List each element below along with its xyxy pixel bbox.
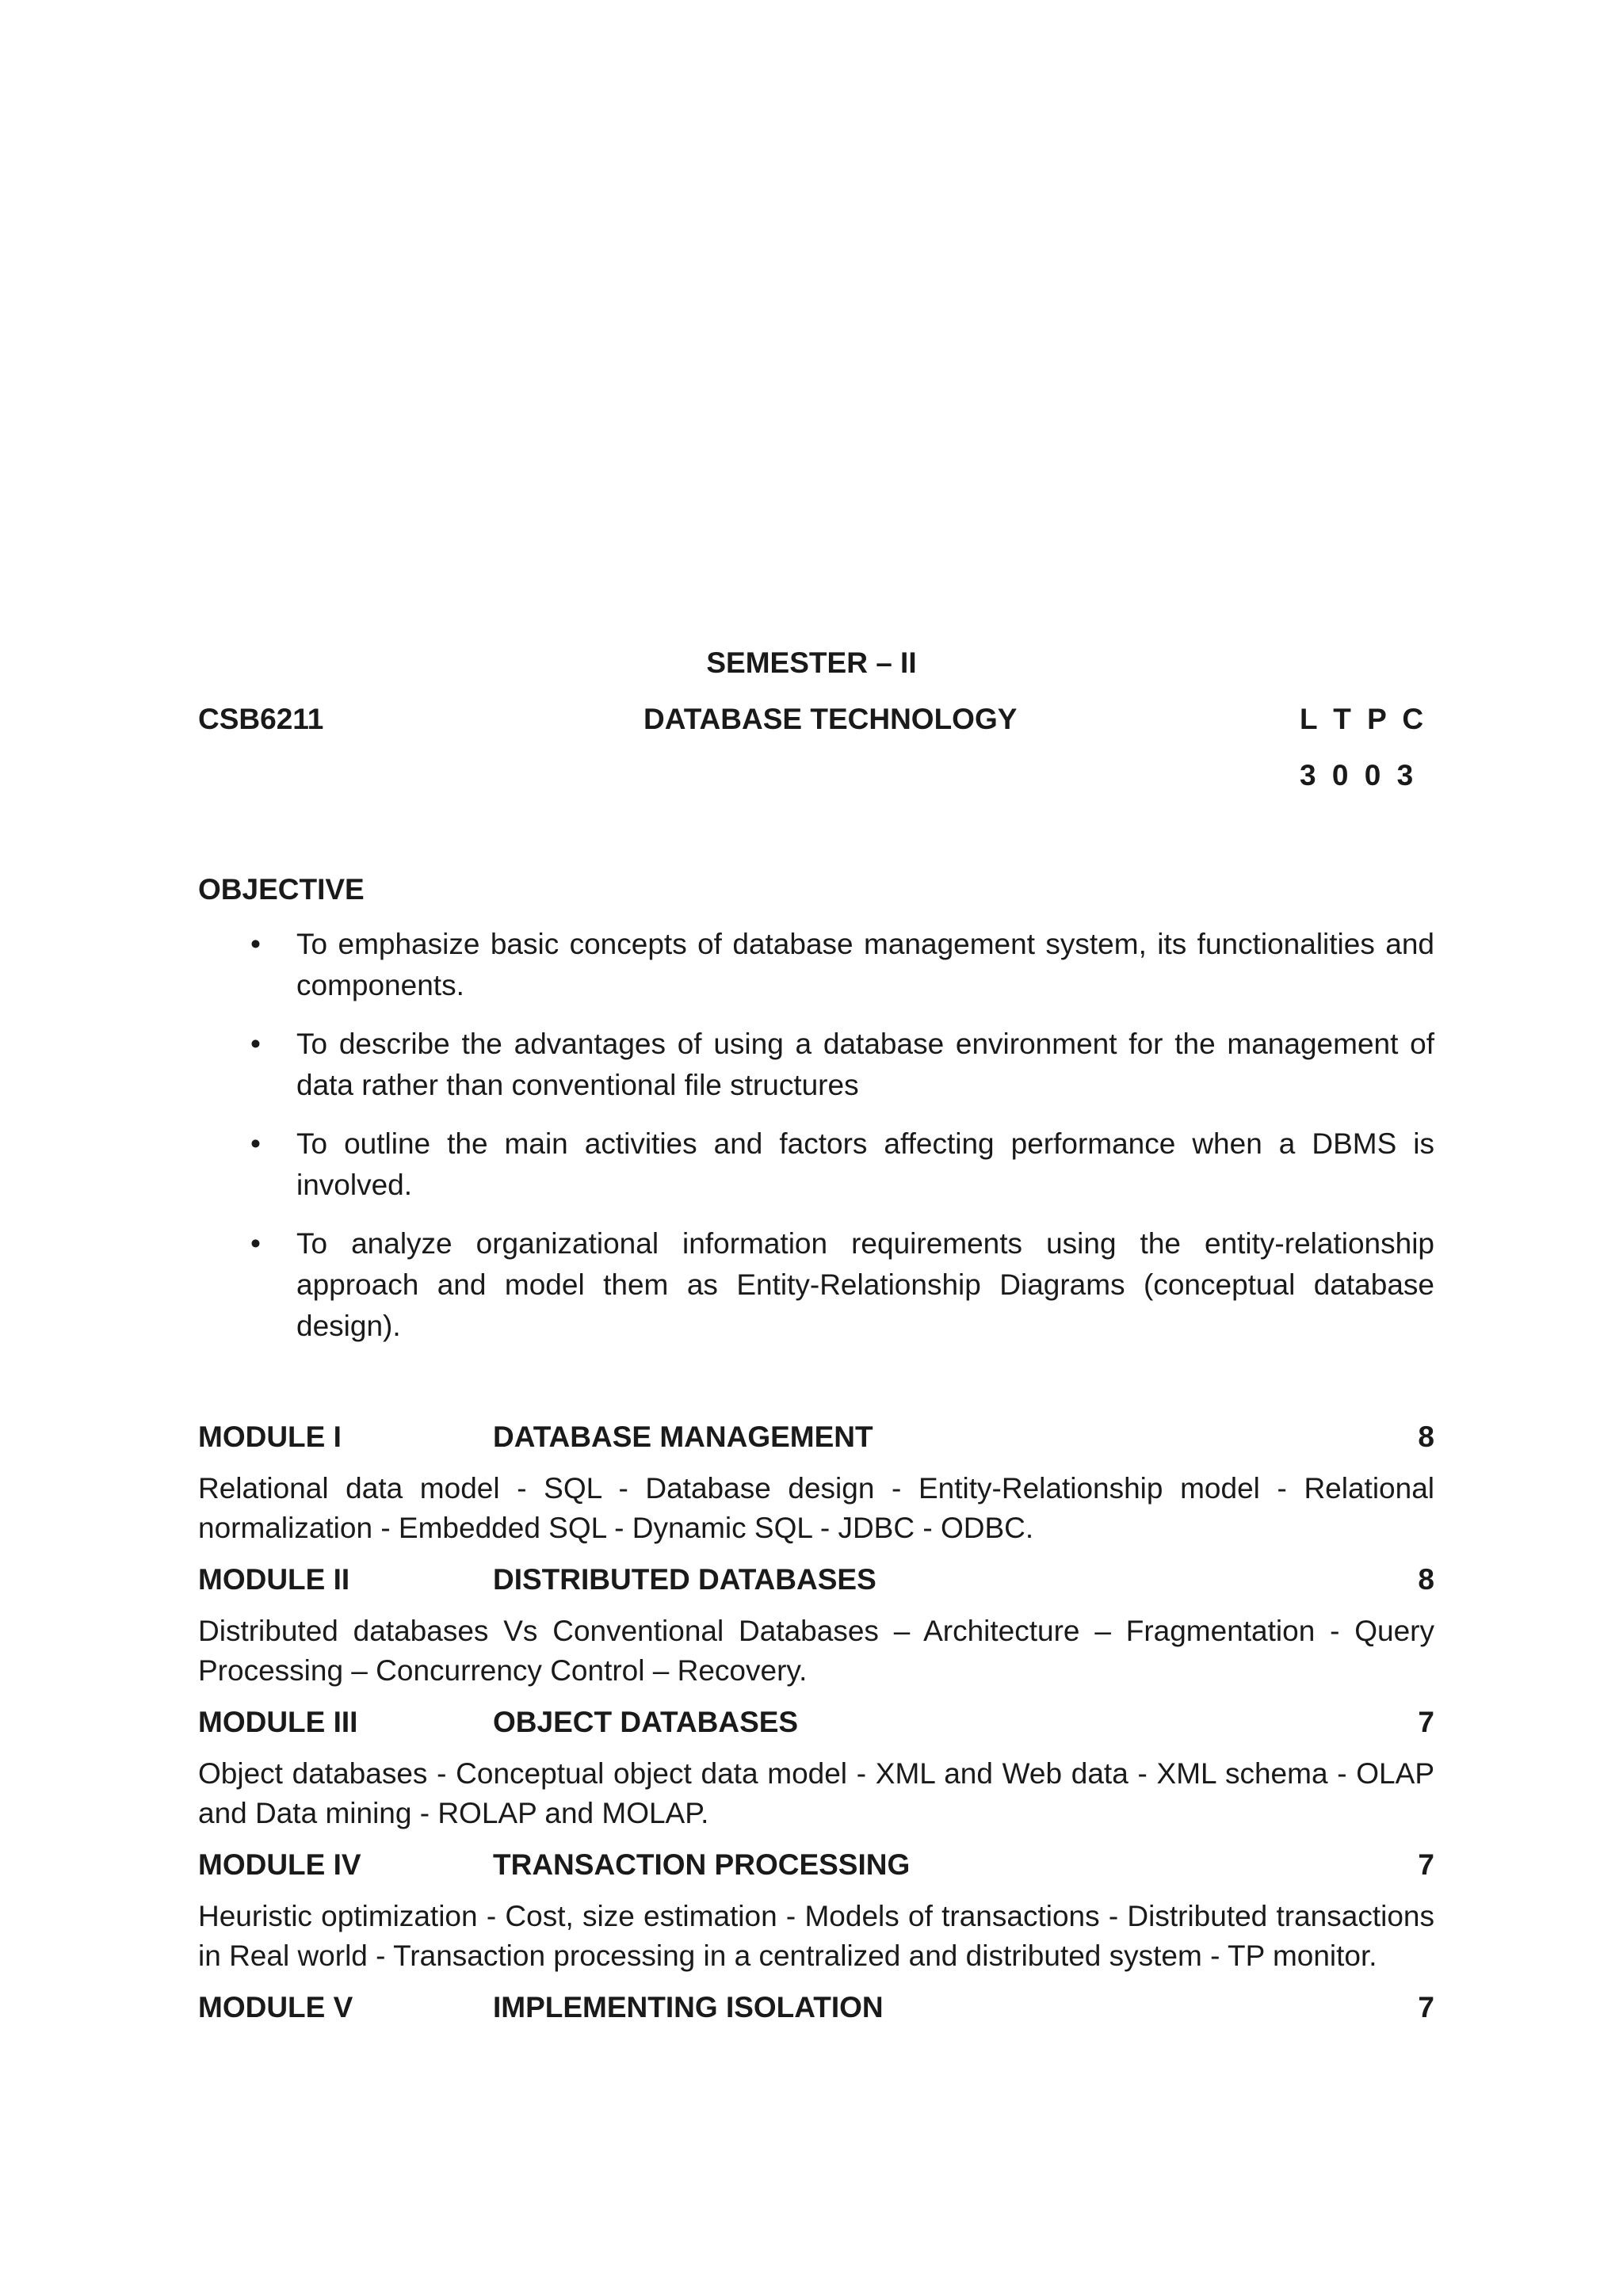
- module-hours: 8: [1418, 1563, 1434, 1596]
- module-label: MODULE II: [198, 1563, 350, 1596]
- objective-item: [198, 1123, 1434, 1206]
- module-4: [198, 1844, 1434, 1976]
- module-title: DISTRIBUTED DATABASES: [493, 1563, 876, 1596]
- objective-text: To analyze organizational information requirements using the entity-relationship approach and model them as Entity-Relationship Diagrams (conceptual database design).: [296, 1227, 1434, 1342]
- module-hours: 8: [1418, 1421, 1434, 1453]
- objective-list: [198, 924, 1434, 1364]
- module-header: [198, 1559, 1434, 1600]
- ltpc-values: 3 0 0 3: [1300, 759, 1414, 791]
- objective-text: To outline the main activities and factors affecting performance when a DBMS is involved.: [296, 1127, 1434, 1201]
- module-title: IMPLEMENTING ISOLATION: [493, 1991, 884, 2023]
- objective-item: [198, 1024, 1434, 1106]
- module-label: MODULE IV: [198, 1848, 361, 1881]
- module-header: [198, 1987, 1434, 2028]
- module-title: DATABASE MANAGEMENT: [493, 1421, 873, 1453]
- module-header: [198, 1844, 1434, 1886]
- module-header: [198, 1702, 1434, 1743]
- module-list: [198, 1417, 1434, 2039]
- module-header: [198, 1417, 1434, 1458]
- course-code: CSB6211: [198, 703, 324, 735]
- module-label: MODULE III: [198, 1706, 358, 1738]
- module-description: Heuristic optimization - Cost, size estimation - Models of transactions - Distributed transactions in Real world - Transaction processing in a centralized and distributed system - TP monitor.: [198, 1900, 1434, 1972]
- bullet-icon: •: [250, 1227, 261, 1260]
- objective-text: To describe the advantages of using a database environment for the management of data rather than conventional file structures: [296, 1028, 1434, 1101]
- objective-text: To emphasize basic concepts of database management system, its functionalities and components.: [296, 928, 1434, 1001]
- module-label: MODULE V: [198, 1991, 353, 2023]
- module-hours: 7: [1418, 1991, 1434, 2023]
- bullet-icon: •: [250, 928, 261, 960]
- ltpc-labels: L T P C: [1300, 703, 1424, 735]
- bullet-icon: •: [250, 1028, 261, 1060]
- course-title: DATABASE TECHNOLOGY: [643, 703, 1018, 735]
- module-title: OBJECT DATABASES: [493, 1706, 799, 1738]
- module-hours: 7: [1418, 1706, 1434, 1738]
- bullet-icon: •: [250, 1127, 261, 1160]
- module-3: [198, 1702, 1434, 1833]
- module-1: [198, 1417, 1434, 1548]
- objective-heading: OBJECTIVE: [198, 873, 365, 906]
- module-title: TRANSACTION PROCESSING: [493, 1848, 911, 1881]
- module-description: Object databases - Conceptual object data model - XML and Web data - XML schema - OLAP and Data mining - ROLAP and MOLAP.: [198, 1757, 1434, 1829]
- module-5: [198, 1987, 1434, 2028]
- module-description: Relational data model - SQL - Database design - Entity-Relationship model - Relational normalization - Embedded SQL - Dynamic SQL - JDBC - ODBC.: [198, 1472, 1434, 1544]
- module-label: MODULE I: [198, 1421, 342, 1453]
- module-2: [198, 1559, 1434, 1691]
- semester-heading: SEMESTER – II: [706, 646, 917, 679]
- module-hours: 7: [1418, 1848, 1434, 1881]
- objective-item: [198, 924, 1434, 1006]
- objective-item: [198, 1223, 1434, 1347]
- module-description: Distributed databases Vs Conventional Databases – Architecture – Fragmentation - Query Processing – Concurrency Control – Recovery.: [198, 1615, 1434, 1687]
